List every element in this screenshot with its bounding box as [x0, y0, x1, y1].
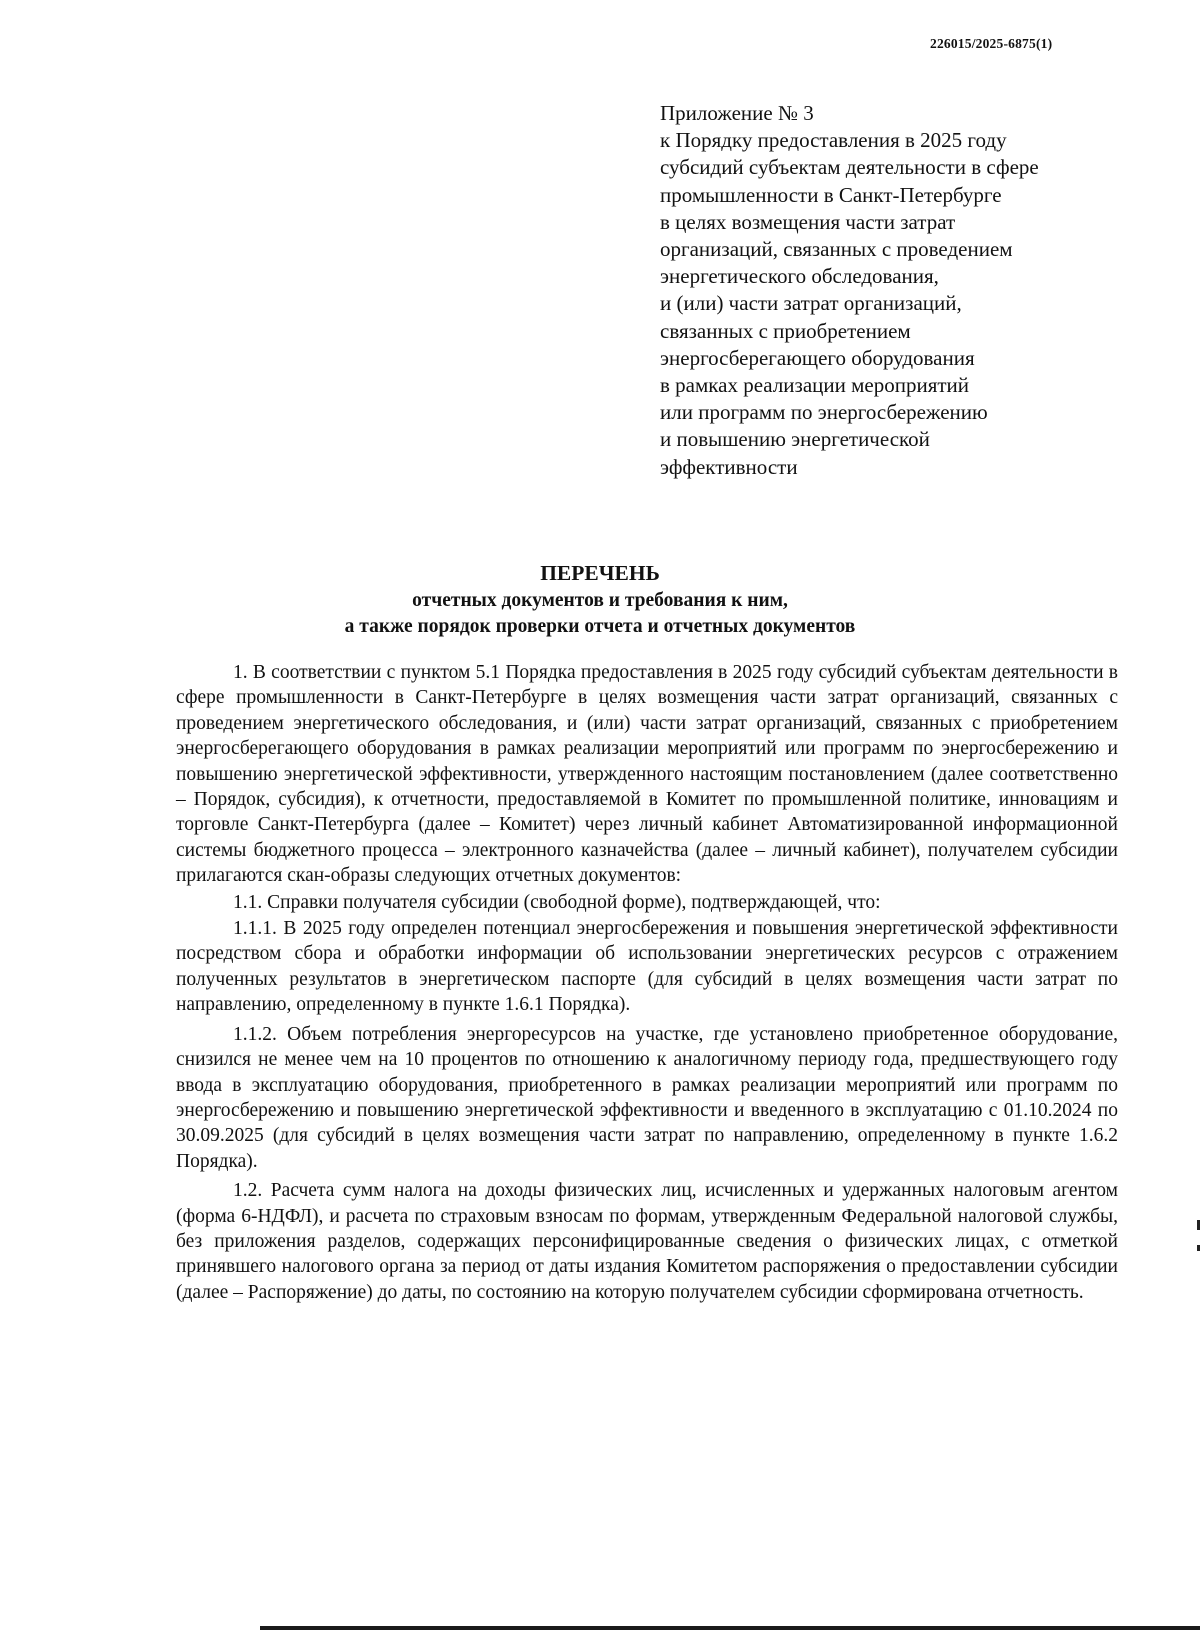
- appendix-line: промышленности в Санкт-Петербурге: [660, 182, 1002, 207]
- scan-bottom-edge: [260, 1626, 1200, 1630]
- registration-number: 226015/2025-6875(1): [930, 36, 1053, 51]
- appendix-line: и повышению энергетической: [660, 427, 930, 452]
- appendix-line: организаций, связанных с проведением: [660, 237, 1013, 262]
- appendix-line: к Порядку предоставления в 2025 году: [660, 128, 1007, 153]
- appendix-line: в рамках реализации мероприятий: [660, 373, 970, 398]
- document-title: ПЕРЕЧЕНЬ: [540, 561, 660, 585]
- paragraph-1-1-2: 1.1.2. Объем потребления энергоресурсов на участке, где установлено приобретенное оборудование, снизился не менее чем на 10 процентов по отношению к аналогичному периоду года, предшествующего году ввода в эксплуатацию оборудования, приобретенного в рамках реализации мероприятий или программ по энергосбережению и повышению энергетической эффективности и введенного в эксплуатацию с 01.10.2024 по 30.09.2025 (для субсидий в целях возмещения части затрат по направлению, определенному в пункте 1.6.2 Порядка).: [176, 1023, 1118, 1172]
- appendix-line: субсидий субъектам деятельности в сфере: [660, 155, 1039, 180]
- document-title-block: [0, 558, 1200, 640]
- appendix-line: в целях возмещения части затрат: [660, 209, 956, 234]
- appendix-line: эффективности: [660, 454, 798, 479]
- paragraph-1-2: 1.2. Расчета сумм налога на доходы физических лиц, исчисленных и удержанных налоговым агентом (форма 6-НДФЛ), и расчета по страховым взносам по формам, утвержденным Федеральной налоговой службы, без приложения разделов, содержащих персонифицированные сведения о физических лицах, с отметкой принявшего налогового органа за период от даты издания Комитетом распоряжения о предоставлении субсидии (далее – Распоряжение) до даты, по состоянию на которую получателем субсидии сформирована отчетность.: [176, 1180, 1118, 1303]
- appendix-heading: [660, 100, 1120, 481]
- paragraph-1-1-1: 1.1.1. В 2025 году определен потенциал энергосбережения и повышения энергетической эффективности посредством сбора и обработки информации об использовании энергетических ресурсов с отражением полученных результатов в энергетическом паспорте (для субсидий в целях возмещения части затрат по направлению, определенному в пункте 1.6.1 Порядка).: [176, 918, 1118, 1016]
- appendix-line: связанных с приобретением: [660, 318, 911, 343]
- appendix-line: или программ по энергосбережению: [660, 400, 988, 425]
- document-subtitle-line-1: отчетных документов и требования к ним,: [412, 590, 788, 611]
- appendix-line: энергосберегающего оборудования: [660, 345, 975, 370]
- document-body: [176, 660, 1118, 1305]
- appendix-line: Приложение № 3: [660, 101, 814, 125]
- paragraph-1: 1. В соответствии с пунктом 5.1 Порядка предоставления в 2025 году субсидий субъектам деятельности в сфере промышленности в Санкт-Петербурге в целях возмещения части затрат организаций, связанных с проведением энергетического обследования, и (или) части затрат организаций, связанных с приобретением энергосберегающего оборудования в рамках реализации мероприятий или программ по энергосбережению и повышению энергетической эффективности, утвержденного настоящим постановлением (далее соответственно – Порядок, субсидия), к отчетности, предоставляемой в Комитет по промышленной политике, инновациям и торговле Санкт-Петербурга (далее – Комитет) через личный кабинет Автоматизированной информационной системы бюджетного процесса – электронного казначейства (далее – личный кабинет), получателем субсидии прилагаются скан-образы следующих отчетных документов:: [176, 662, 1118, 887]
- appendix-line: энергетического обследования,: [660, 264, 939, 289]
- document-subtitle-line-2: а также порядок проверки отчета и отчетных документов: [344, 616, 856, 637]
- appendix-line: и (или) части затрат организаций,: [660, 291, 962, 316]
- paragraph-1-1: 1.1. Справки получателя субсидии (свободной форме), подтверждающей, что:: [233, 891, 881, 913]
